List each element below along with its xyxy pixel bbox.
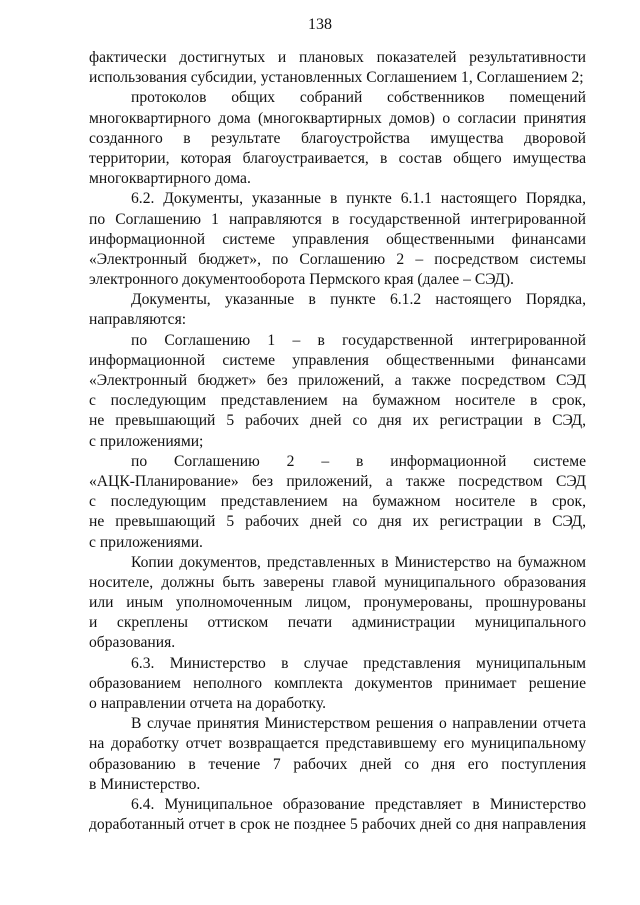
paragraph-p6	[89, 452, 586, 553]
text-line: доработанный отчет в срок не позднее 5 рабочих дней со дня направления	[89, 816, 586, 834]
paragraph-p4	[89, 290, 586, 330]
text-line: 6.3. Министерство в случае представления муниципальным	[131, 654, 586, 672]
text-line: с приложениями;	[89, 432, 204, 450]
text-line: с последующим представлением на бумажном носителе в срок,	[89, 493, 586, 511]
text-line: «Электронный бюджет», по Соглашению 2 – посредством системы	[89, 250, 586, 268]
text-line: с последующим представлением на бумажном носителе в срок,	[89, 392, 586, 410]
text-line: информационной системе управления общественными финансами	[89, 230, 586, 248]
text-line: образованию в течение 7 рабочих дней со дня его поступления	[89, 755, 586, 773]
text-line: направляются:	[89, 311, 187, 329]
paragraph-p3	[89, 189, 586, 290]
text-line: о направлении отчета на доработку.	[89, 695, 327, 712]
text-line: использования субсидии, установленных Соглашением 1, Соглашением 2;	[89, 69, 584, 87]
text-line: образованием неполного комплекта документов принимает решение	[89, 674, 586, 692]
text-line: по Соглашению 1 направляются в государственной интегрированной	[89, 210, 586, 228]
paragraph-p2	[89, 88, 586, 189]
text-line: территории, которая благоустраивается, в состав общего имущества	[89, 149, 586, 167]
text-line: «Электронный бюджет» без приложений, а также посредством СЭД	[89, 372, 586, 389]
text-line: по Соглашению 2 – в информационной системе	[131, 452, 586, 470]
document-body	[89, 48, 586, 835]
text-line: многоквартирного дома.	[89, 170, 251, 188]
text-line: информационной системе управления общественными финансами	[89, 351, 586, 369]
text-line: не превышающий 5 рабочих дней со дня их регистрации в СЭД,	[89, 513, 586, 531]
paragraph-p8	[89, 654, 586, 715]
paragraph-p10	[89, 795, 586, 835]
paragraph-p9	[89, 714, 586, 795]
paragraph-p5	[89, 331, 586, 452]
text-line: по Соглашению 1 – в государственной интегрированной	[131, 331, 586, 349]
text-line: 6.2. Документы, указанные в пункте 6.1.1 настоящего Порядка,	[131, 190, 586, 208]
text-line: или иным уполномоченным лицом, пронумерованы, прошнурованы	[89, 594, 586, 612]
text-line: образования.	[89, 634, 176, 652]
text-line: В случае принятия Министерством решения о направлении отчета	[131, 715, 586, 733]
text-line: многоквартирного дома (многоквартирных домов) о согласии принятия	[89, 109, 586, 127]
text-line: носителе, должны быть заверены главой муниципального образования	[89, 573, 586, 591]
text-line: не превышающий 5 рабочих дней со дня их регистрации в СЭД,	[89, 412, 586, 430]
text-line: Копии документов, представленных в Министерство на бумажном	[131, 553, 586, 571]
text-line: протоколов общих собраний собственников помещений	[131, 89, 586, 107]
text-line: с приложениями.	[89, 533, 203, 551]
text-line: на доработку отчет возвращается представившему его муниципальному	[89, 735, 586, 753]
paragraph-p1	[89, 48, 586, 88]
text-line: в Министерство.	[89, 775, 201, 793]
text-line: электронного документооборота Пермского края (далее – СЭД).	[89, 271, 514, 289]
text-line: фактически достигнутых и плановых показателей результативности	[89, 49, 586, 66]
text-line: и скреплены оттиском печати администрации муниципального	[89, 614, 586, 632]
text-line: созданного в результате благоустройства имущества дворовой	[89, 129, 586, 147]
page-number: 138	[308, 16, 332, 33]
text-line: Документы, указанные в пункте 6.1.2 настоящего Порядка,	[131, 291, 586, 309]
text-line: «АЦК-Планирование» без приложений, а также посредством СЭД	[89, 472, 586, 490]
text-line: 6.4. Муниципальное образование представляет в Министерство	[131, 795, 586, 813]
paragraph-p7	[89, 553, 586, 654]
